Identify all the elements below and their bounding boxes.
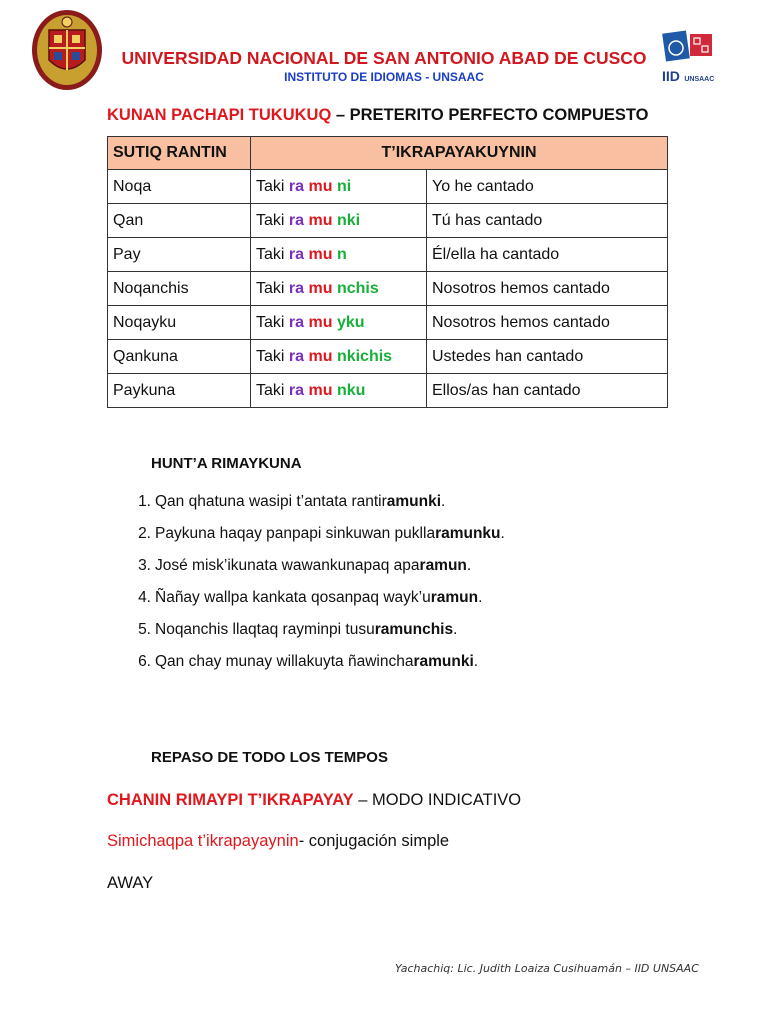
- suffix-mu: mu: [308, 211, 333, 229]
- item-number: 2.: [138, 525, 151, 542]
- verb-stem: Taki: [256, 381, 289, 399]
- footer-credit: Yachachiq: Lic. Judith Loaiza Cusihuamán – IID UNSAAC: [395, 962, 699, 975]
- verb-away: AWAY: [107, 874, 154, 892]
- suffix-ra: ra: [288, 211, 305, 229]
- simple-conjugation-line: [107, 832, 449, 851]
- person-suffix: n: [336, 245, 347, 263]
- person-suffix: nku: [336, 381, 366, 399]
- translation-cell: Yo he cantado: [427, 170, 668, 204]
- list-item: [117, 555, 505, 587]
- conjugated-form-cell: [251, 306, 427, 340]
- examples-title: HUNT’A RIMAYKUNA: [151, 455, 302, 472]
- item-text: Qan qhatuna wasipi t’antata rantir: [155, 493, 387, 510]
- item-end: .: [473, 653, 479, 670]
- suffix-mu: mu: [308, 177, 333, 195]
- university-title: UNIVERSIDAD NACIONAL DE SAN ANTONIO ABAD DE CUSCO: [121, 48, 647, 68]
- suffix-ra: ra: [288, 381, 305, 399]
- item-end: .: [500, 525, 505, 542]
- table-row: [108, 204, 668, 238]
- list-item: [117, 587, 505, 619]
- list-item: [117, 523, 505, 555]
- person-suffix: ni: [336, 177, 352, 195]
- pronoun-cell: Pay: [108, 238, 251, 272]
- item-text: Qan chay munay willakuyta ñawincha: [155, 653, 414, 670]
- conjugated-form-cell: [251, 374, 427, 408]
- item-suffix: amunki: [386, 493, 442, 510]
- table-row: [108, 238, 668, 272]
- suffix-ra: ra: [288, 347, 305, 365]
- list-item: [117, 491, 505, 523]
- item-end: .: [453, 621, 458, 638]
- item-number: 4.: [138, 589, 151, 606]
- item-suffix: ramunku: [435, 525, 501, 542]
- verb-stem: Taki: [256, 177, 289, 195]
- institute-subtitle: INSTITUTO DE IDIOMAS - UNSAAC: [284, 70, 484, 84]
- item-suffix: ramunchis: [374, 621, 454, 638]
- item-number: 1.: [138, 493, 151, 510]
- table-header-conjugation: T’IKRAPAYAKUYNIN: [251, 137, 668, 170]
- item-end: .: [466, 557, 472, 574]
- suffix-ra: ra: [288, 245, 305, 263]
- item-end: .: [441, 493, 446, 510]
- table-row: [108, 340, 668, 374]
- translation-cell: Nosotros hemos cantado: [427, 272, 668, 306]
- section-title: [107, 106, 649, 125]
- item-number: 6.: [138, 653, 151, 670]
- suffix-mu: mu: [308, 347, 333, 365]
- pronoun-cell: Qankuna: [108, 340, 251, 374]
- pronoun-cell: Paykuna: [108, 374, 251, 408]
- suffix-mu: mu: [308, 245, 333, 263]
- verb-stem: Taki: [256, 211, 289, 229]
- item-suffix: ramun: [419, 557, 467, 574]
- conjugated-form-cell: [251, 340, 427, 374]
- item-text: José misk’ikunata wawankunapaq apa: [155, 557, 420, 574]
- item-text: Noqanchis llaqtaq rayminpi tusu: [155, 621, 375, 638]
- item-number: 5.: [138, 621, 151, 638]
- person-suffix: yku: [336, 313, 365, 331]
- suffix-mu: mu: [308, 381, 333, 399]
- person-suffix: nki: [336, 211, 361, 229]
- translation-cell: Ustedes han cantado: [427, 340, 668, 374]
- pronoun-cell: Noqanchis: [108, 272, 251, 306]
- review-title: REPASO DE TODO LOS TEMPOS: [151, 749, 388, 766]
- mode-line: [107, 791, 521, 810]
- section-title-quechua: KUNAN PACHAPI TUKUKUQ: [107, 106, 332, 124]
- mode-quechua: CHANIN RIMAYPI T’IKRAPAYAY: [107, 791, 354, 809]
- item-end: .: [478, 589, 483, 606]
- item-number: 3.: [138, 557, 151, 574]
- table-row: [108, 272, 668, 306]
- suffix-mu: mu: [308, 279, 333, 297]
- conjugated-form-cell: [251, 204, 427, 238]
- simple-spanish: - conjugación simple: [298, 832, 450, 850]
- table-row: [108, 374, 668, 408]
- conjugated-form-cell: [251, 272, 427, 306]
- pronoun-cell: Qan: [108, 204, 251, 238]
- suffix-ra: ra: [288, 279, 305, 297]
- item-text: Ñañay wallpa kankata qosanpaq wayk’u: [155, 589, 431, 606]
- table-header-pronoun: SUTIQ RANTIN: [108, 137, 251, 170]
- suffix-ra: ra: [288, 177, 305, 195]
- logo-text-main: IID: [662, 68, 680, 84]
- simple-quechua: Simichaqpa t’ikrapayaynin: [107, 832, 299, 850]
- suffix-ra: ra: [288, 313, 305, 331]
- verb-stem: Taki: [256, 279, 289, 297]
- conjugated-form-cell: [251, 238, 427, 272]
- section-title-spanish: – PRETERITO PERFECTO COMPUESTO: [331, 106, 649, 124]
- item-text: Paykuna haqay panpapi sinkuwan puklla: [155, 525, 436, 542]
- conjugated-form-cell: [251, 170, 427, 204]
- item-suffix: ramun: [430, 589, 479, 606]
- person-suffix: nkichis: [336, 347, 393, 365]
- conjugation-table: [107, 136, 668, 408]
- examples-list: [117, 491, 505, 683]
- pronoun-cell: Noqa: [108, 170, 251, 204]
- mode-spanish: – MODO INDICATIVO: [353, 791, 522, 809]
- verb-stem: Taki: [256, 313, 289, 331]
- verb-stem: Taki: [256, 347, 289, 365]
- verb-stem: Taki: [256, 245, 289, 263]
- list-item: [117, 619, 505, 651]
- table-header-row: [108, 137, 668, 170]
- table-row: [108, 306, 668, 340]
- table-row: [108, 170, 668, 204]
- logo-text-sub: UNSAAC: [684, 76, 715, 83]
- translation-cell: Tú has cantado: [427, 204, 668, 238]
- person-suffix: nchis: [336, 279, 379, 297]
- translation-cell: Nosotros hemos cantado: [427, 306, 668, 340]
- list-item: [117, 651, 505, 683]
- translation-cell: Ellos/as han cantado: [427, 374, 668, 408]
- translation-cell: Él/ella ha cantado: [427, 238, 668, 272]
- pronoun-cell: Noqayku: [108, 306, 251, 340]
- suffix-mu: mu: [308, 313, 333, 331]
- item-suffix: ramunki: [413, 653, 474, 670]
